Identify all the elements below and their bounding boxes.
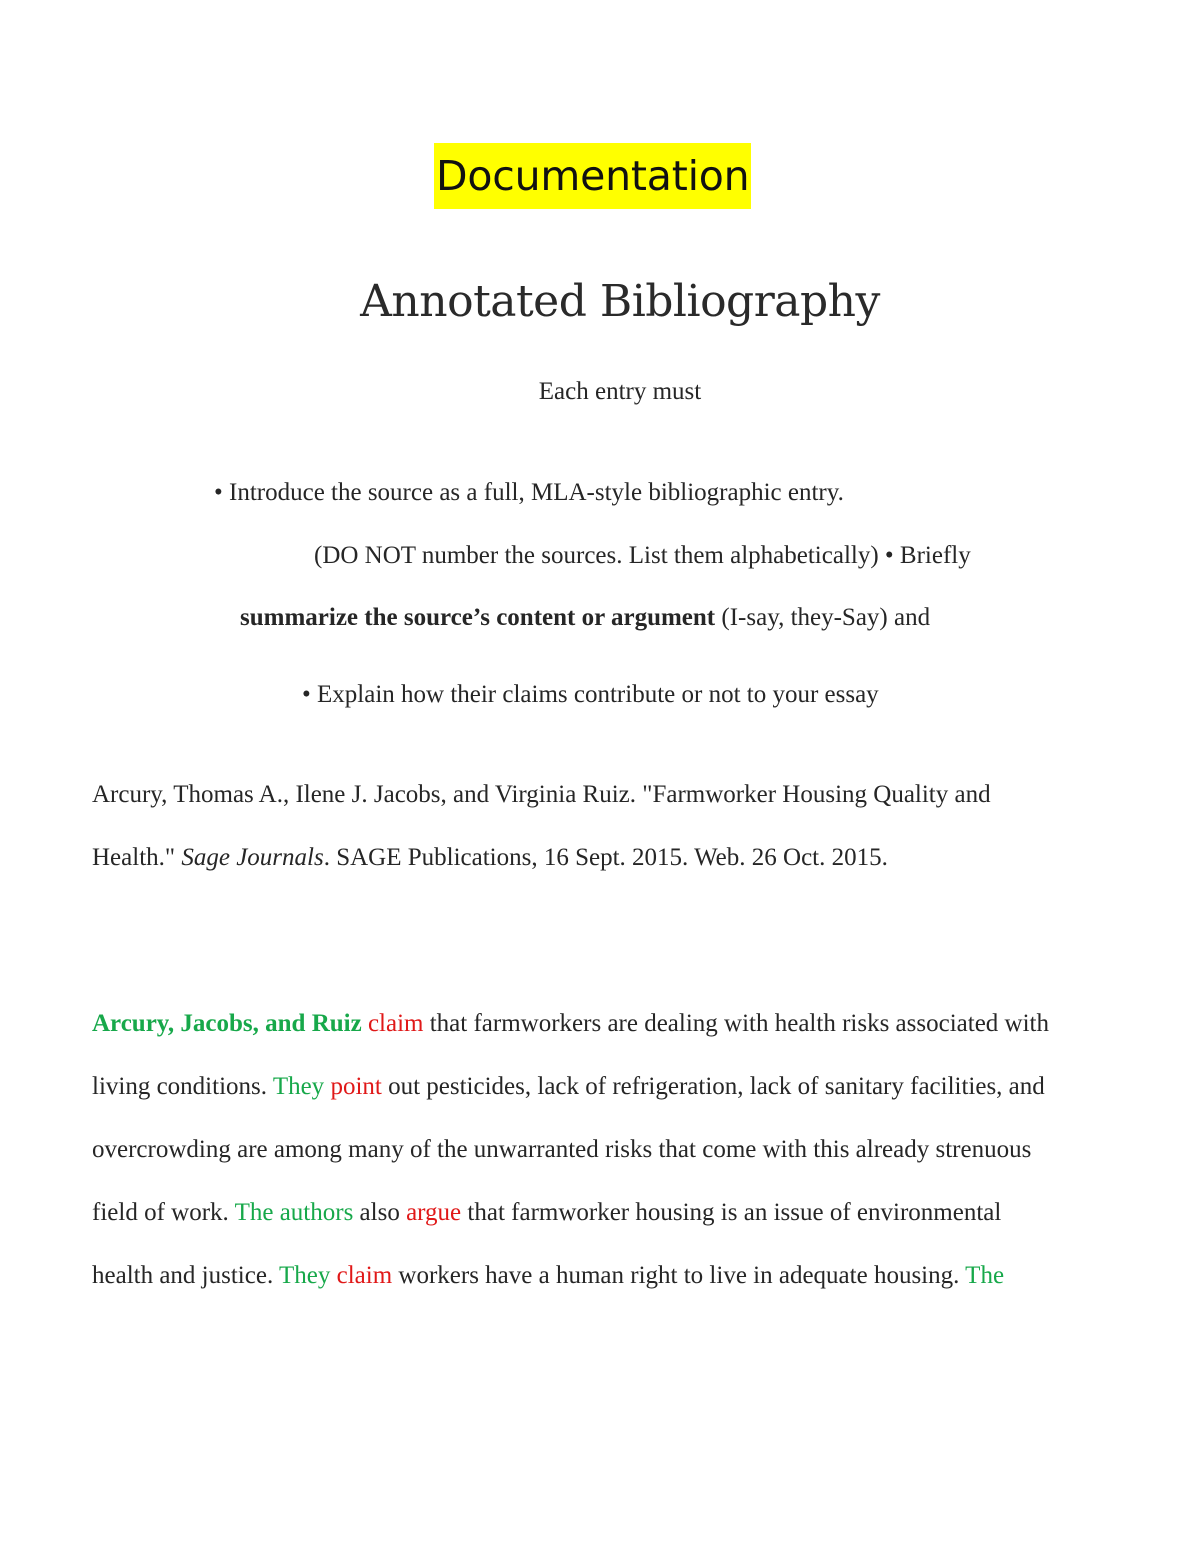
annotation-subject-they-2: They — [279, 1262, 331, 1289]
annotation-line-2-start: living conditions. — [92, 1073, 273, 1100]
instruction-line-3-rest: (I-say, they-Say) and — [715, 604, 931, 631]
page-title: Annotated Bibliography — [360, 276, 880, 327]
annotation-line-4-mid: also — [353, 1199, 407, 1226]
instruction-line-1: • Introduce the source as a full, MLA-style bibliographic entry. — [214, 479, 844, 506]
annotation-subject-they: They — [272, 1073, 325, 1100]
annotation-line-1-rest: that farmworkers are dealing with health risks associated with — [423, 1010, 1049, 1037]
citation-line-2 — [92, 842, 888, 874]
annotation-line-5 — [92, 1260, 1004, 1292]
documentation-heading: Documentation — [434, 143, 751, 209]
annotation-line-5-end: The — [965, 1262, 1005, 1289]
annotation-line-5-start: health and justice. — [92, 1262, 279, 1289]
annotation-verb-claim: claim — [367, 1010, 424, 1037]
annotation-line-4-rest: that farmworker housing is an issue of environmental — [461, 1199, 1002, 1226]
instruction-line-4: • Explain how their claims contribute or not to your essay — [302, 681, 879, 708]
instruction-line-3-bold: summarize the source’s content or argument — [240, 604, 716, 631]
annotation-subject-authors: The authors — [234, 1199, 354, 1226]
annotation-authors: Arcury, Jacobs, and Ruiz — [92, 1010, 362, 1037]
annotation-line-2 — [92, 1071, 1045, 1103]
annotation-line-5-rest: workers have a human right to live in adequate housing. — [392, 1262, 966, 1289]
annotation-line-1 — [92, 1008, 1049, 1040]
instruction-line-2: (DO NOT number the sources. List them alphabetically) • Briefly — [314, 542, 971, 569]
citation-line-1: Arcury, Thomas A., Ilene J. Jacobs, and Virginia Ruiz. "Farmworker Housing Quality and — [92, 781, 991, 808]
annotation-verb-point: point — [330, 1073, 382, 1100]
annotation-line-4 — [92, 1197, 1001, 1229]
annotation-verb-argue: argue — [406, 1199, 462, 1226]
citation-line-2-end: . SAGE Publications, 16 Sept. 2015. Web. 26 Oct. 2015. — [323, 844, 888, 871]
annotation-line-4-start: field of work. — [92, 1199, 235, 1226]
citation-line-2-start: Health." — [92, 844, 182, 871]
instruction-line-3 — [240, 602, 930, 634]
annotation-line-3: overcrowding are among many of the unwarranted risks that come with this already strenuous — [92, 1136, 1032, 1163]
annotation-verb-claim-2: claim — [336, 1262, 393, 1289]
intro-line: Each entry must — [538, 378, 702, 405]
annotation-line-2-rest: out pesticides, lack of refrigeration, lack of sanitary facilities, and — [381, 1073, 1045, 1100]
citation-journal: Sage Journals — [181, 844, 324, 871]
